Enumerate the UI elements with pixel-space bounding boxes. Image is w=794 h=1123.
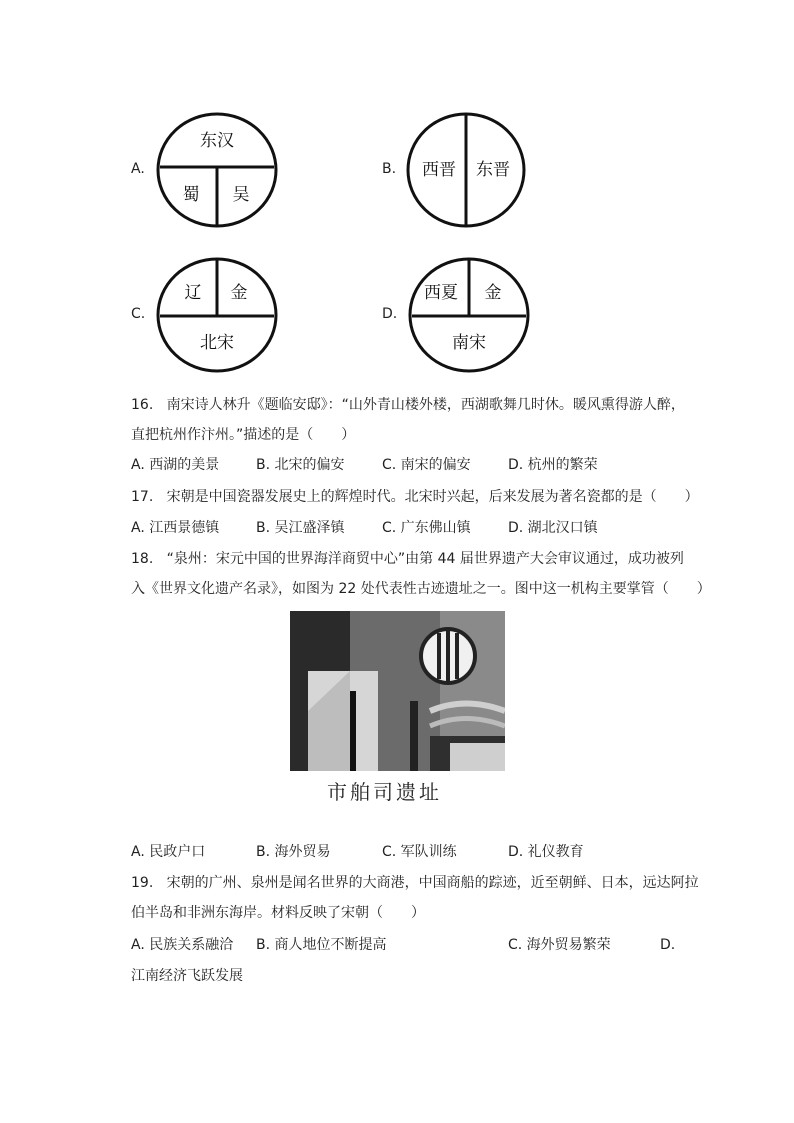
question-17-line-1 (131, 487, 699, 507)
question-18-option-d[interactable]: D. 礼仪教育 (508, 844, 584, 860)
question-18-option-c[interactable]: C. 军队训练 (382, 844, 457, 860)
option-a-right-text: 吴 (232, 185, 250, 205)
option-c-right-text: 金 (230, 283, 248, 303)
question-19-option-d-text[interactable]: 江南经济飞跃发展 (131, 968, 243, 984)
question-17-option-b[interactable]: B. 吴江盛泽镇 (256, 520, 345, 536)
question-17-option-d[interactable]: D. 湖北汉口镇 (508, 520, 598, 536)
option-a-top-text: 东汉 (200, 131, 234, 151)
question-19-text-1: 宋朝的广州、泉州是闻名世界的大商港，中国商船的踪迹，近至朝鲜、日本，远达阿拉 (166, 875, 699, 891)
option-c-bottom-text: 北宋 (200, 333, 234, 353)
question-18-number: 18. (131, 551, 154, 567)
question-16-line-1 (131, 395, 685, 415)
question-17-option-c[interactable]: C. 广东佛山镇 (382, 520, 471, 536)
question-16-option-b[interactable]: B. 北宋的偏安 (256, 457, 345, 473)
option-d-label: D. (382, 306, 398, 322)
question-19-option-d[interactable]: D. (660, 937, 676, 953)
option-a-left-text: 蜀 (182, 185, 200, 205)
question-19-option-a[interactable]: A. 民族关系融洽 (131, 937, 234, 953)
question-16-option-a[interactable]: A. 西湖的美景 (131, 457, 220, 473)
question-16-text-1: 南宋诗人林升《题临安邸》：“山外青山楼外楼，西湖歌舞几时休。暖风熏得游人醉， (166, 397, 685, 413)
question-17-number: 17. (131, 489, 154, 505)
question-18-line-1 (131, 549, 684, 569)
question-19-line-2: 伯半岛和非洲东海岸。材料反映了宋朝（ ） (131, 905, 425, 921)
question-18-text-1: “泉州：宋元中国的世界海洋商贸中心”由第 44 届世界遗产大会审议通过，成功被列 (166, 551, 684, 567)
option-a-diagram (155, 111, 279, 229)
question-16-line-2: 直把杭州作汴州。”描述的是（ ） (131, 427, 356, 443)
question-16-option-d[interactable]: D. 杭州的繁荣 (508, 457, 598, 473)
question-18-option-b[interactable]: B. 海外贸易 (256, 844, 331, 860)
option-d-diagram (407, 256, 531, 374)
option-d-left-text: 西夏 (424, 283, 458, 303)
option-c-left-text: 辽 (184, 283, 202, 303)
photo-caption: 市舶司遗址 (327, 780, 442, 804)
question-19-number: 19. (131, 875, 154, 891)
question-19-option-b[interactable]: B. 商人地位不断提高 (256, 937, 387, 953)
option-d-bottom-text: 南宋 (452, 333, 486, 353)
question-18-option-a[interactable]: A. 民政户口 (131, 844, 206, 860)
question-16-number: 16. (131, 397, 154, 413)
shibosi-site-photo (290, 611, 505, 771)
option-c-label: C. (131, 306, 146, 322)
question-19-option-c[interactable]: C. 海外贸易繁荣 (508, 937, 611, 953)
question-16-option-c[interactable]: C. 南宋的偏安 (382, 457, 471, 473)
option-c-diagram (155, 256, 279, 374)
question-19-line-1 (131, 873, 699, 893)
question-17-option-a[interactable]: A. 江西景德镇 (131, 520, 220, 536)
option-b-left-text: 西晋 (422, 160, 456, 180)
question-18-line-2: 入《世界文化遗产名录》，如图为 22 处代表性古迹遗址之一。图中这一机构主要掌管（ ） (131, 581, 711, 597)
option-d-right-text: 金 (484, 283, 502, 303)
option-a-label: A. (131, 161, 145, 177)
option-b-right-text: 东晋 (476, 160, 510, 180)
option-b-label: B. (382, 161, 397, 177)
option-b-diagram (405, 111, 527, 229)
question-17-text-1: 宋朝是中国瓷器发展史上的辉煌时代。北宋时兴起，后来发展为著名瓷都的是（ ） (166, 489, 699, 505)
